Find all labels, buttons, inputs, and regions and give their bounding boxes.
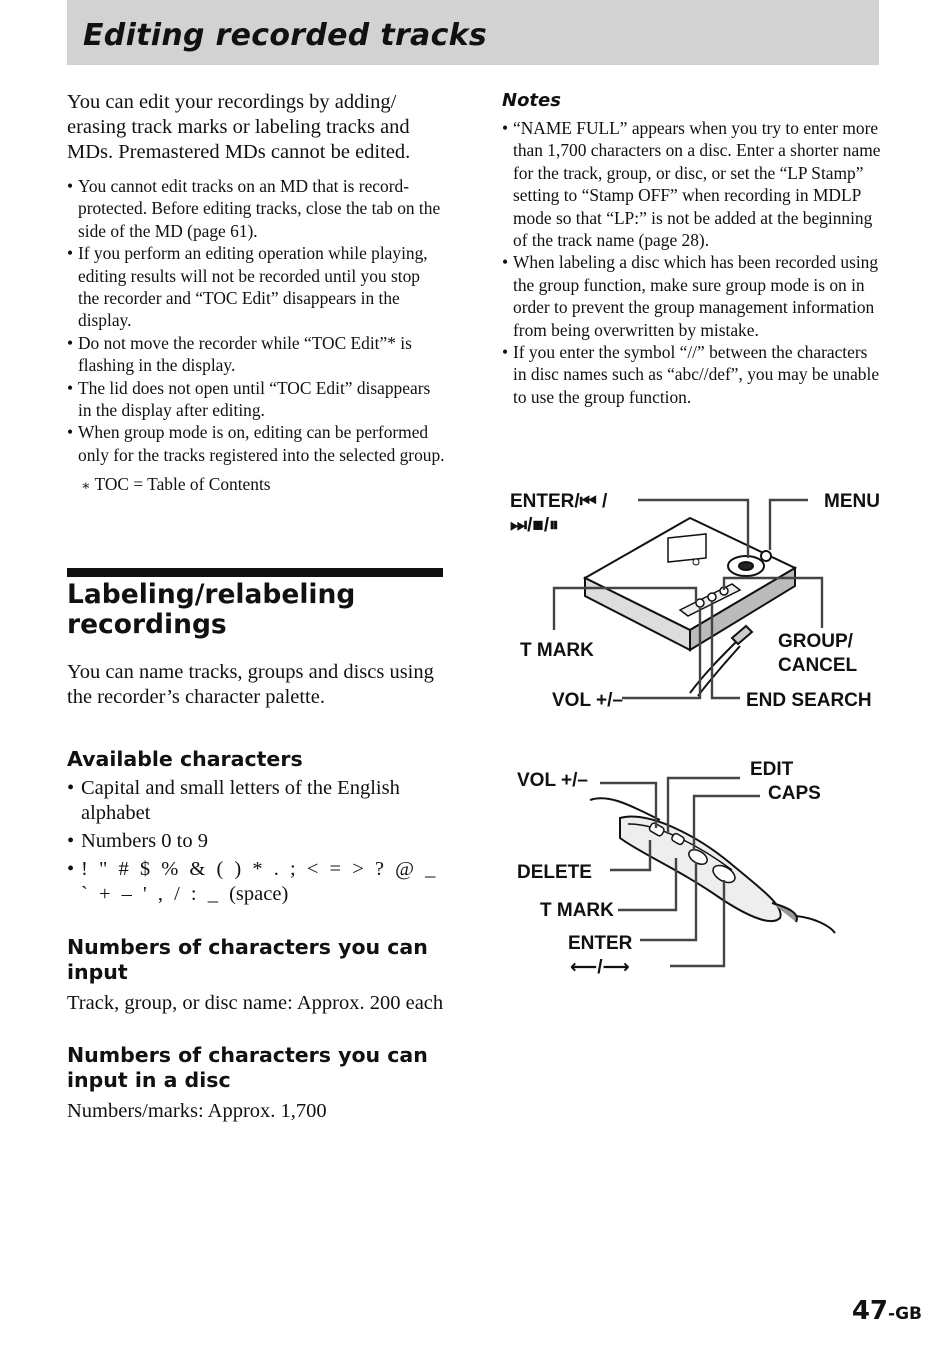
notes-heading: Notes [502,90,561,111]
available-characters-item: • ! " # $ % & ( ) * . ; < = > ? @ _ ` + – ' , / : _ (space) [67,857,445,907]
t-mark-label: T MARK [520,640,594,661]
editing-bullet: • Do not move the recorder while “TOC Edit”* is flashing in the display. [67,332,445,377]
enter-label: ENTER/⏮ / [510,491,608,512]
editing-bullet: • If you perform an editing operation while playing, editing results will not be recorded until you stop the recorder and “TOC Edit” disappears in the display. [67,242,445,332]
notes-list [502,117,882,408]
available-characters-item: • Numbers 0 to 9 [67,829,445,854]
editing-bullet: • The lid does not open until “TOC Edit” disappears in the display after editing. [67,377,445,422]
available-characters-heading: Available characters [67,747,303,771]
group-cancel-label: GROUP/ [778,631,853,652]
remote-vol-label: VOL +/– [517,770,588,791]
editing-bullet: • When group mode is on, editing can be performed only for the tracks registered into the selected group. [67,421,445,466]
numbers-input-heading: Numbers of characters you can input [67,935,428,984]
remote-delete-label: DELETE [517,862,592,883]
note-item: • “NAME FULL” appears when you try to enter more than 1,700 characters on a disc. Enter a shorter name for the track, group, or disc, or set the “LP Stamp” setting to “Stamp OFF” when recording in MDLP mode so that “LP:” is not be added at the beginning of the track name (page 28). [502,117,882,251]
menu-label: MENU [824,491,880,512]
footnote-text: TOC = Table of Contents [94,474,271,495]
remote-caps-label: CAPS [768,783,821,804]
remote-control-illustration [590,798,835,933]
labeling-section [67,660,445,1124]
available-characters-list [67,776,445,907]
labeling-intro: You can name tracks, groups and discs using the recorder’s character palette. [67,661,434,708]
footnote [67,473,445,498]
labeling-heading [67,580,355,640]
section-rule [67,568,443,577]
minidisc-recorder-illustration [585,518,795,696]
remote-enter-label: ENTER [568,933,633,954]
note-item: • If you enter the symbol “//” between the characters in disc names such as “abc//def”, you may be unable to use the group function. [502,341,882,408]
end-search-label: END SEARCH [746,690,872,711]
labeling-heading-line1: Labeling/relabeling [67,579,356,610]
editing-bullet: • You cannot edit tracks on an MD that is record-protected. Before editing tracks, close the tab on the side of the MD (page 61). [67,175,445,242]
footnote-marker: ∗ [81,479,91,495]
numbers-disc-heading: Numbers of characters you can input in a disc [67,1043,428,1092]
labeling-heading-line2: recordings [67,609,227,640]
remote-t-mark-label: T MARK [540,900,614,921]
numbers-disc-text: Numbers/marks: Approx. 1,700 [67,1100,327,1122]
available-characters-item: • Capital and small letters of the English alphabet [67,776,445,826]
vol-label: VOL +/– [552,690,623,711]
remote-edit-label: EDIT [750,759,794,780]
editing-section [67,90,445,498]
page-number [852,1296,922,1326]
remote-arrows-label: ⟵/⟶ [570,957,630,978]
enter-label-line2: ⏭/■/⏸ [510,515,559,536]
editing-bullets [67,175,445,466]
page-title: Editing recorded tracks [83,18,488,53]
page-number-suffix: -GB [888,1304,922,1324]
notes-section [502,90,882,408]
recorder-illustrations [500,478,900,988]
group-cancel-label-line2: CANCEL [778,655,858,676]
page-number-value: 47 [851,1296,889,1326]
editing-intro: You can edit your recordings by adding/ erasing track marks or labeling tracks and MDs. Premastered MDs cannot be edited. [67,91,411,163]
title-bar [67,0,879,65]
numbers-input-text: Track, group, or disc name: Approx. 200 each [67,992,444,1014]
note-item: • When labeling a disc which has been recorded using the group function, make sure group mode is on in order to prevent the group management information from being overwritten by mistake. [502,251,882,341]
